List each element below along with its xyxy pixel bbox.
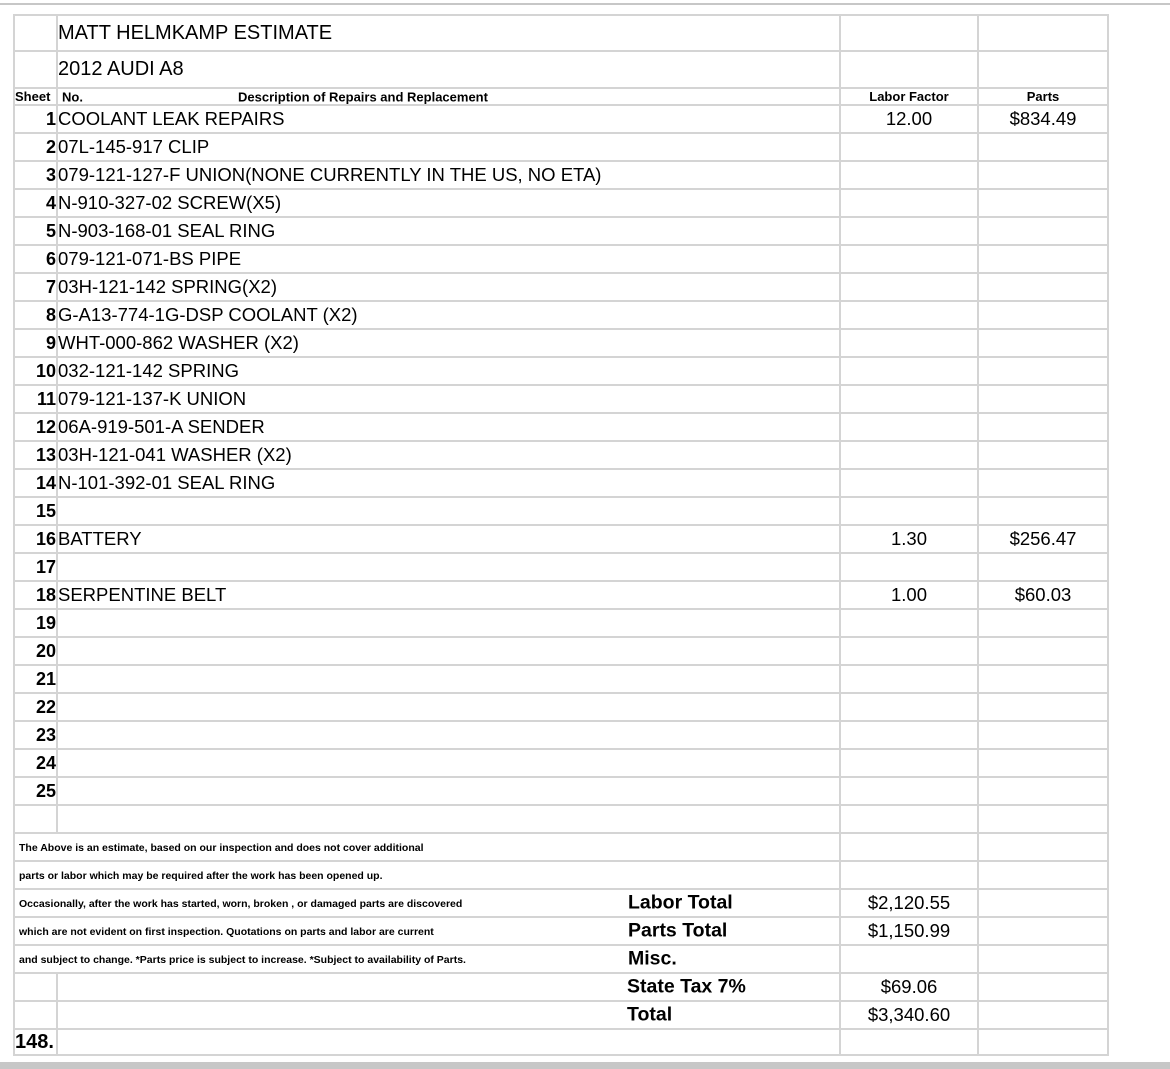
parts-cell <box>978 413 1108 441</box>
estimate-row <box>14 665 1108 693</box>
empty-cell <box>840 15 978 51</box>
estimate-row <box>14 413 1108 441</box>
labor-factor-cell <box>840 161 978 189</box>
row-number-cell: 25 <box>14 777 57 805</box>
state-tax-label-cell <box>57 973 840 1001</box>
description-cell <box>57 665 840 693</box>
disclaimer-row <box>14 833 1108 861</box>
row-number-cell: 15 <box>14 497 57 525</box>
description-cell: G-A13-774-1G-DSP COOLANT (X2) <box>57 301 840 329</box>
row-number-cell: 22 <box>14 693 57 721</box>
labor-factor-cell <box>840 609 978 637</box>
estimate-row <box>14 217 1108 245</box>
vehicle-title: 2012 AUDI A8 <box>57 51 840 88</box>
labor-factor-cell <box>840 329 978 357</box>
parts-cell <box>978 245 1108 273</box>
grand-total-label-cell <box>57 1001 840 1029</box>
parts-cell <box>978 217 1108 245</box>
state-tax-value: $69.06 <box>840 973 978 1001</box>
description-cell: N-910-327-02 SCREW(X5) <box>57 189 840 217</box>
corner-cell <box>14 15 57 51</box>
labor-factor-cell <box>840 301 978 329</box>
labor-factor-cell <box>840 497 978 525</box>
row-number-cell: 11 <box>14 385 57 413</box>
disclaimer-cell <box>14 861 840 889</box>
parts-cell <box>978 441 1108 469</box>
header-section <box>14 15 1108 105</box>
estimate-row <box>14 441 1108 469</box>
row-number-cell: 23 <box>14 721 57 749</box>
disclaimer-cell <box>14 917 840 945</box>
empty-cell <box>840 51 978 88</box>
row-number-cell: 17 <box>14 553 57 581</box>
column-header-row <box>14 88 1108 105</box>
sheet-number: 148. <box>14 1029 57 1055</box>
row-number-cell: 7 <box>14 273 57 301</box>
top-edge-strip <box>0 3 1170 5</box>
parts-cell: $256.47 <box>978 525 1108 553</box>
row-number-cell: 12 <box>14 413 57 441</box>
disclaimer-cell <box>14 945 840 973</box>
parts-cell <box>978 189 1108 217</box>
state-tax-label: State Tax 7% <box>627 975 746 998</box>
labor-factor-cell <box>840 357 978 385</box>
labor-factor-cell <box>840 385 978 413</box>
estimate-row <box>14 301 1108 329</box>
description-cell: N-903-168-01 SEAL RING <box>57 217 840 245</box>
estimate-row <box>14 161 1108 189</box>
description-cell: 032-121-142 SPRING <box>57 357 840 385</box>
parts-total-label: Parts Total <box>628 919 728 942</box>
parts-cell <box>978 133 1108 161</box>
description-cell: 07L-145-917 CLIP <box>57 133 840 161</box>
title-row <box>14 15 1108 51</box>
row-number-cell: 14 <box>14 469 57 497</box>
estimate-row <box>14 133 1108 161</box>
row-number-cell: 19 <box>14 609 57 637</box>
bottom-edge-strip <box>0 1062 1170 1069</box>
description-cell <box>57 749 840 777</box>
labor-factor-cell: 1.00 <box>840 581 978 609</box>
estimate-row <box>14 189 1108 217</box>
row-number-cell: 20 <box>14 637 57 665</box>
labor-total-value: $2,120.55 <box>840 889 978 917</box>
parts-cell <box>978 777 1108 805</box>
disclaimer-line-5: and subject to change. *Parts price is subject to increase. *Subject to availability of Parts. <box>19 954 466 966</box>
empty-cell <box>840 1029 978 1055</box>
empty-cell <box>840 833 978 861</box>
row-number-cell: 8 <box>14 301 57 329</box>
description-cell: 03H-121-142 SPRING(X2) <box>57 273 840 301</box>
labor-factor-cell: 12.00 <box>840 105 978 133</box>
empty-cell <box>978 1029 1108 1055</box>
parts-cell <box>978 301 1108 329</box>
description-cell <box>57 609 840 637</box>
labor-total-label: Labor Total <box>628 891 733 914</box>
grand-total-row <box>14 1001 1108 1029</box>
grand-total-label: Total <box>627 1003 673 1026</box>
grand-total-value: $3,340.60 <box>840 1001 978 1029</box>
empty-cell <box>14 1001 57 1029</box>
empty-cell <box>978 973 1108 1001</box>
empty-cell <box>14 973 57 1001</box>
labor-factor-cell <box>840 133 978 161</box>
sheet-number-row <box>14 1029 1108 1055</box>
row-number-cell: 10 <box>14 357 57 385</box>
parts-cell <box>978 721 1108 749</box>
parts-header: Parts <box>978 88 1108 105</box>
labor-factor-cell <box>840 693 978 721</box>
labor-factor-cell <box>840 665 978 693</box>
row-number-cell: 1 <box>14 105 57 133</box>
estimate-row <box>14 469 1108 497</box>
spacer-row <box>14 805 1108 833</box>
description-cell <box>57 721 840 749</box>
misc-label: Misc. <box>628 947 677 970</box>
sheet-header: Sheet <box>14 88 57 105</box>
description-cell <box>57 553 840 581</box>
empty-cell <box>57 805 840 833</box>
estimate-row <box>14 245 1108 273</box>
labor-factor-cell <box>840 749 978 777</box>
estimate-row <box>14 609 1108 637</box>
state-tax-row <box>14 973 1108 1001</box>
estimate-row <box>14 721 1108 749</box>
row-number-cell: 9 <box>14 329 57 357</box>
disclaimer-cell <box>14 833 840 861</box>
labor-factor-cell <box>840 777 978 805</box>
estimate-row <box>14 693 1108 721</box>
parts-cell <box>978 665 1108 693</box>
row-number-cell: 16 <box>14 525 57 553</box>
parts-cell <box>978 553 1108 581</box>
parts-cell <box>978 749 1108 777</box>
parts-cell <box>978 609 1108 637</box>
footer-section <box>14 805 1108 1055</box>
labor-factor-cell: 1.30 <box>840 525 978 553</box>
parts-cell: $60.03 <box>978 581 1108 609</box>
description-cell <box>57 777 840 805</box>
estimate-row <box>14 105 1108 133</box>
disclaimer-line-3: Occasionally, after the work has started, worn, broken , or damaged parts are discovered <box>19 898 463 910</box>
description-cell: 079-121-137-K UNION <box>57 385 840 413</box>
estimate-row <box>14 357 1108 385</box>
no-header: No. <box>62 89 83 104</box>
description-cell: BATTERY <box>57 525 840 553</box>
labor-factor-cell <box>840 217 978 245</box>
parts-total-value: $1,150.99 <box>840 917 978 945</box>
empty-cell <box>978 945 1108 973</box>
labor-factor-cell <box>840 245 978 273</box>
parts-cell <box>978 637 1108 665</box>
labor-factor-cell <box>840 189 978 217</box>
labor-factor-cell <box>840 469 978 497</box>
parts-cell <box>978 357 1108 385</box>
row-number-cell: 13 <box>14 441 57 469</box>
parts-cell <box>978 469 1108 497</box>
empty-cell <box>978 861 1108 889</box>
empty-cell <box>978 1001 1108 1029</box>
estimate-row <box>14 525 1108 553</box>
description-cell: 03H-121-041 WASHER (X2) <box>57 441 840 469</box>
row-number-cell: 4 <box>14 189 57 217</box>
labor-factor-cell <box>840 721 978 749</box>
description-cell <box>57 637 840 665</box>
empty-cell <box>57 1029 840 1055</box>
empty-cell <box>978 15 1108 51</box>
labor-factor-cell <box>840 553 978 581</box>
estimate-row <box>14 749 1108 777</box>
empty-cell <box>978 51 1108 88</box>
labor-factor-cell <box>840 637 978 665</box>
estimate-row <box>14 497 1108 525</box>
disclaimer-line-2: parts or labor which may be required after the work has been opened up. <box>19 870 383 882</box>
disclaimer-line-1: The Above is an estimate, based on our inspection and does not cover additional <box>19 842 424 854</box>
estimate-row <box>14 637 1108 665</box>
description-cell <box>57 497 840 525</box>
parts-cell <box>978 497 1108 525</box>
disclaimer-cell <box>14 889 840 917</box>
misc-value <box>840 945 978 973</box>
estimate-table <box>13 14 1109 1056</box>
estimate-row <box>14 273 1108 301</box>
disclaimer-line-4: which are not evident on first inspection. Quotations on parts and labor are current <box>19 926 434 938</box>
description-cell: WHT-000-862 WASHER (X2) <box>57 329 840 357</box>
empty-cell <box>978 833 1108 861</box>
row-number-cell: 5 <box>14 217 57 245</box>
vehicle-row <box>14 51 1108 88</box>
row-number-cell: 6 <box>14 245 57 273</box>
parts-cell <box>978 693 1108 721</box>
description-cell: 079-121-071-BS PIPE <box>57 245 840 273</box>
estimate-row <box>14 385 1108 413</box>
row-number-cell: 24 <box>14 749 57 777</box>
labor-factor-header: Labor Factor <box>840 88 978 105</box>
description-header: Description of Repairs and Replacement <box>238 89 488 104</box>
corner-cell <box>14 51 57 88</box>
description-cell: 06A-919-501-A SENDER <box>57 413 840 441</box>
empty-cell <box>840 861 978 889</box>
description-cell: 079-121-127-F UNION(NONE CURRENTLY IN THE US, NO ETA) <box>57 161 840 189</box>
parts-cell <box>978 385 1108 413</box>
parts-cell <box>978 329 1108 357</box>
misc-row <box>14 945 1108 973</box>
description-cell: COOLANT LEAK REPAIRS <box>57 105 840 133</box>
parts-cell <box>978 273 1108 301</box>
estimate-row <box>14 553 1108 581</box>
items-body <box>14 105 1108 805</box>
row-number-cell: 18 <box>14 581 57 609</box>
empty-cell <box>840 805 978 833</box>
empty-cell <box>978 917 1108 945</box>
estimate-row <box>14 581 1108 609</box>
parts-cell <box>978 161 1108 189</box>
estimate-row <box>14 329 1108 357</box>
empty-cell <box>978 889 1108 917</box>
row-number-cell: 2 <box>14 133 57 161</box>
description-cell: SERPENTINE BELT <box>57 581 840 609</box>
row-number-cell: 21 <box>14 665 57 693</box>
labor-total-row <box>14 889 1108 917</box>
labor-factor-cell <box>840 441 978 469</box>
parts-cell: $834.49 <box>978 105 1108 133</box>
estimate-row <box>14 777 1108 805</box>
description-header-cell <box>57 88 840 105</box>
parts-total-row <box>14 917 1108 945</box>
row-number-cell: 3 <box>14 161 57 189</box>
disclaimer-row <box>14 861 1108 889</box>
description-cell: N-101-392-01 SEAL RING <box>57 469 840 497</box>
labor-factor-cell <box>840 413 978 441</box>
page-title: MATT HELMKAMP ESTIMATE <box>57 15 840 51</box>
empty-cell <box>978 805 1108 833</box>
description-cell <box>57 693 840 721</box>
empty-cell <box>14 805 57 833</box>
labor-factor-cell <box>840 273 978 301</box>
